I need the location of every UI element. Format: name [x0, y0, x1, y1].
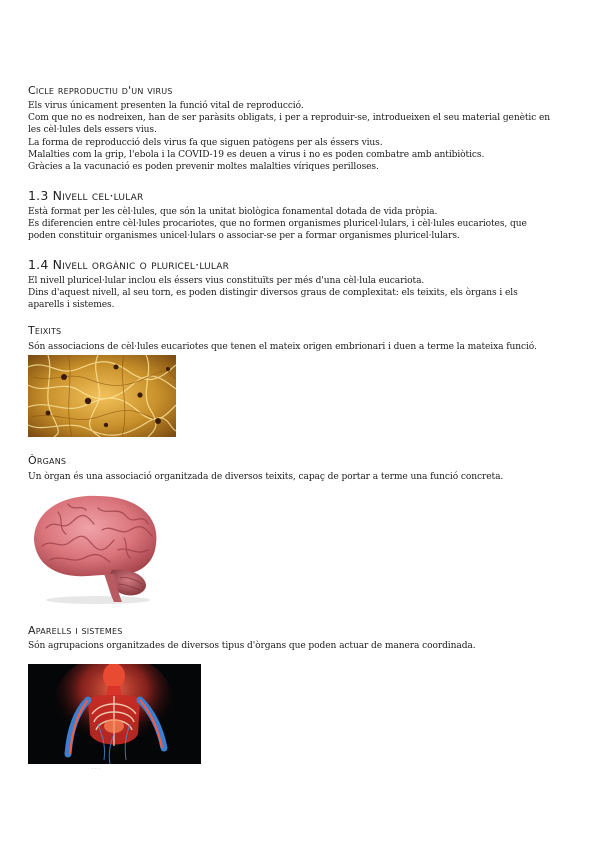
organic-text [28, 275, 556, 312]
cellular-line: Està format per les cèl·lules, que són la unitat biològica fonamental dotada de vida pròpia. [28, 207, 438, 217]
systems-heading: Aparells i sistemes [28, 624, 123, 637]
virus-heading: Cicle reproductiu d'un virus [28, 84, 173, 97]
brain-image [28, 488, 168, 606]
systems-line: Són agrupacions organitzades de diversos tipus d'òrgans que poden actuar de manera coordinada. [28, 641, 476, 651]
organic-line: Dins d'aquest nivell, al seu torn, es poden distingir diversos graus de complexitat: els teixits, els òrgans i els aparells i sistemes. [28, 288, 518, 311]
virus-line: Com que no es nodreixen, han de ser paràsits obligats, i per a reproduir-se, introdueixen el seu material genètic en les cèl·lules dels essers vius. [28, 113, 551, 136]
organic-heading: 1.4 Nivell orgànic o pluricel·lular [28, 257, 230, 272]
tissues-text [28, 341, 556, 353]
cellular-text [28, 206, 556, 243]
cellular-line: Es diferencien entre cèl·lules procariotes, que no formen organismes pluricel·lulars, i cèl·lules eucariotes, que poden constituir organismes unicel·lulars o associar-se per a formar organismes pluricel·lulars. [28, 219, 527, 242]
virus-line: Els virus únicament presenten la funció vital de reproducció. [28, 101, 304, 111]
organic-line: El nivell pluricel·lular inclou els éssers vius constituïts per més d'una cèl·lula eucariota. [28, 276, 425, 286]
tissue-image [28, 355, 176, 437]
virus-line: Gràcies a la vacunació es poden prevenir moltes malalties víriques perilloses. [28, 162, 379, 173]
virus-text [28, 100, 556, 173]
virus-line: La forma de reproducció dels virus fa que siguen patògens per als éssers vius. [28, 137, 383, 148]
tissues-heading: Teixits [28, 324, 62, 337]
image-caption-fragment: · · · [92, 766, 100, 772]
cellular-heading: 1.3 Nivell cel·lular [28, 188, 144, 203]
systems-text [28, 640, 556, 652]
organs-text [28, 471, 556, 483]
virus-line: Malalties com la grip, l'ebola i la COVID-19 es deuen a virus i no es poden combatre amb antibiòtics. [28, 149, 485, 160]
organs-line: Un òrgan és una associació organitzada de diversos teixits, capaç de portar a terme una funció concreta. [28, 472, 504, 482]
tissues-line: Són associacions de cèl·lules eucariotes que tenen el mateix origen embrionari i duen a terme la mateixa funció. [28, 342, 537, 352]
organs-heading: Òrgans [28, 454, 67, 467]
body-systems-image [28, 664, 201, 764]
